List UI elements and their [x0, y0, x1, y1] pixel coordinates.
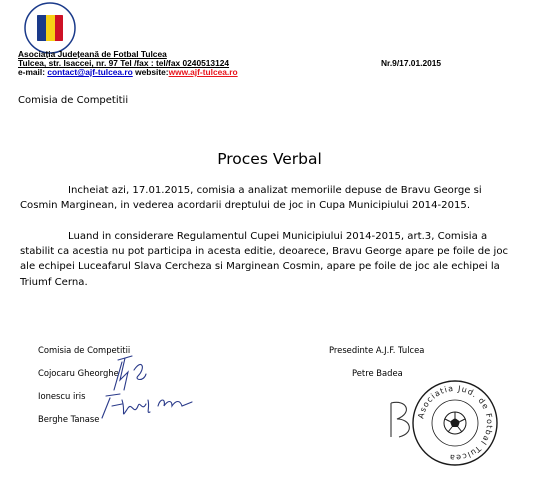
commission-signatures	[92, 350, 202, 430]
member-1: Cojocaru Gheorghe	[38, 368, 119, 378]
svg-text:Asociatia Jud. de Fotbal Tulce: Asociatia Jud. de Fotbal Tulcea	[416, 383, 495, 463]
org-name: Asociația Județeană de Fotbal Tulcea	[18, 49, 167, 59]
paragraph-1: Incheiat azi, 17.01.2015, comisia a analizat memoriile depuse de Bravu George si Cosmin Marginean, in vederea acordarii dreptului de joc in Cupa Municipiului 2014-2015.	[20, 185, 482, 212]
member-3: Berghe Tanase	[38, 414, 100, 424]
org-address: Tulcea, str. Isaccei, nr. 97 Tel /fax : tel/fax 0240513124	[18, 58, 230, 68]
president-title: Presedinte A.J.F. Tulcea	[329, 345, 425, 355]
document-title: Proces Verbal	[217, 150, 322, 168]
contact-line: e-mail: contact@ajf-tulcea.ro website:www.ajf-tulcea.ro	[18, 67, 238, 77]
frf-logo	[24, 2, 76, 54]
department-label: Comisia de Competitii	[18, 95, 129, 106]
president-name: Petre Badea	[352, 368, 403, 378]
email-link[interactable]: contact@ajf-tulcea.ro	[47, 67, 133, 77]
member-2: Ionescu iris	[38, 391, 86, 401]
paragraph-2: Luand in considerare Regulamentul Cupei Municipiului 2014-2015, art.3, Comisia a stabilit ca acestia nu pot participa in acesta editie, deoarece, Bravu George apare pe foile de joc ale echipei Luceafarul Slava Cercheza si Marginean Cosmin, apare pe foile de joc ale echipei la Triumf Cerna.	[20, 231, 509, 288]
commission-title: Comisia de Competitii	[38, 345, 131, 355]
official-stamp	[410, 378, 500, 468]
document-number: Nr.9/17.01.2015	[381, 58, 442, 68]
website-link[interactable]: www.ajf-tulcea.ro	[168, 67, 238, 77]
